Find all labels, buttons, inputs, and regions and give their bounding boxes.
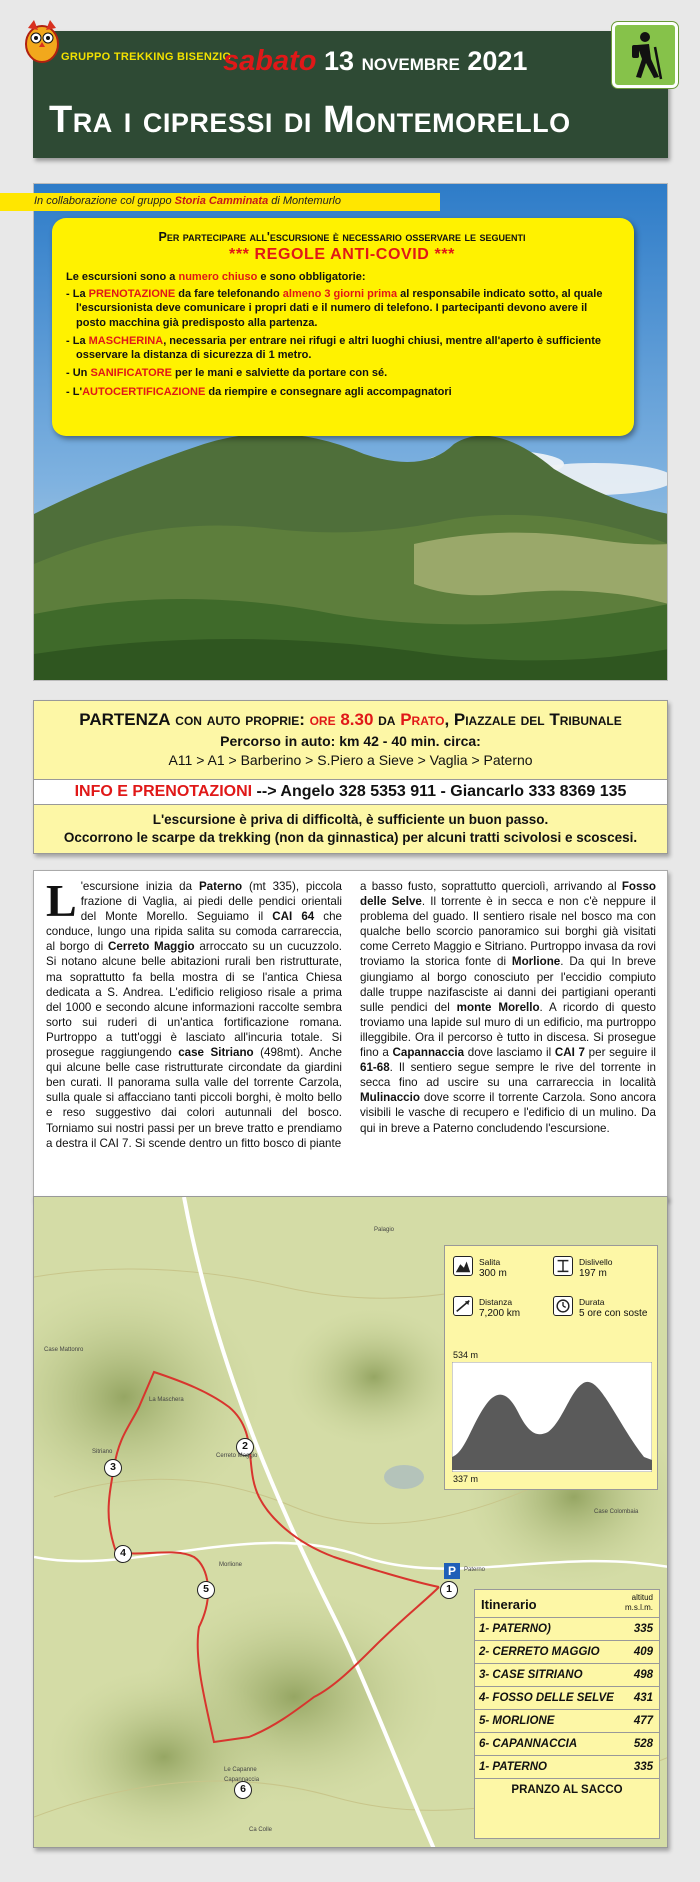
story-highlight: Mulinaccio	[360, 1091, 420, 1105]
rule-keyword: SANIFICATORE	[90, 367, 172, 380]
story-text: arroccato su un cucuzzolo. Si notano alcune belle abitazioni rurali ben ristrutturate, ma soprattutto fa bella mostra di se l'antica Chiesa dedicata a S. Andrea. L'edificio religioso risale a prima del 1000 e secondo alcune informazioni raccolte sembra sorto sui ruderi di un'antica fortificazione romana. Purtroppo a tutt'oggi è lasciato all'incuria totale. Si prosegue raggiungendo	[46, 940, 342, 1060]
altitude-unit: m.s.l.m.	[625, 1603, 653, 1612]
rule-text: - La	[66, 288, 89, 300]
waypoint-6: 6	[234, 1781, 252, 1799]
difficulty-line: L'escursione è priva di difficoltà, è sufficiente un buon passo.	[152, 812, 549, 827]
collab-prefix: In collaborazione col gruppo	[34, 195, 175, 207]
story-text: dove scorre il torrente Carzola. Sono ancora visibili le vasche di recupero e l'edificio di un mulino. Da qui in breve a Paterno concludendo l'escursione.	[360, 1091, 656, 1135]
covid-intro-c: e sono obbligatorie:	[257, 271, 366, 283]
itinerary-row	[475, 1664, 659, 1687]
altitude-header	[625, 1593, 653, 1613]
elevation-profile	[452, 1362, 652, 1472]
covid-rule	[66, 287, 618, 330]
itinerary-row	[475, 1618, 659, 1641]
rule-keyword: AUTOCERTIFICAZIONE	[82, 385, 206, 398]
story-text: dove lasciamo il	[464, 1046, 555, 1060]
drop-cap: L	[46, 875, 77, 926]
departure-label: PARTENZA	[79, 710, 171, 729]
story-text: (mt 335), piccola frazione di Vaglia, ai piedi delle pendici orientali del Monte Morello. Seguiamo il	[80, 880, 343, 924]
distance-label: Distanza	[479, 1297, 513, 1307]
route-stats-box	[444, 1245, 658, 1490]
itinerary-row	[475, 1710, 659, 1733]
story-highlight: CAI 7	[554, 1046, 585, 1060]
place-label: Case Mattonro	[44, 1347, 84, 1353]
rule-keyword: almeno 3 giorni prima	[282, 288, 398, 300]
distance-icon	[453, 1296, 473, 1316]
rule-keyword: MASCHERINA	[88, 334, 164, 347]
itinerary-header	[475, 1590, 659, 1618]
waypoint-3: 3	[104, 1459, 122, 1477]
rule-text: per le mani e salviette da portare con sé.	[171, 367, 388, 380]
story-highlight: Capannaccia	[392, 1046, 465, 1060]
booking-label: INFO E PRENOTAZIONI	[74, 783, 253, 800]
covid-intro	[66, 271, 618, 283]
booking-contacts: --> Angelo 328 5353 911 - Giancarlo 333 8369 135	[252, 783, 627, 800]
owl-logo-icon	[22, 16, 62, 64]
departure-line	[34, 710, 667, 730]
parking-icon: P	[444, 1563, 460, 1579]
place-label: Sitriano	[92, 1449, 113, 1455]
waypoint-5: 5	[197, 1581, 215, 1599]
itinerary-title: Itinerario	[481, 1597, 537, 1612]
departure-time: ore 8.30	[309, 710, 374, 729]
rule-text: al responsabile indicato sotto, al quale l'escursionista deve comunicare i propri dati e il numero di telefono. I partecipanti devono avere il posto macchina già predisposto alla partenza.	[76, 288, 603, 329]
stop-altitude: 477	[633, 1715, 653, 1727]
elevation-label: Dislivello	[579, 1257, 613, 1267]
collab-suffix: di Montemurlo	[268, 195, 341, 207]
distance-value: 7,200 km	[479, 1308, 521, 1319]
place-label: Le Capanne	[224, 1767, 257, 1773]
rule-text: - L'	[66, 385, 83, 398]
itinerary-row	[475, 1687, 659, 1710]
stop-altitude: 335	[633, 1623, 653, 1635]
departure-city: Prato	[400, 710, 445, 729]
story-text: (498mt). Anche qui alcune belle case ristrutturate circondate da giardini ben curati. Il panorama sulla valle del torrente Carzola, sulla quale si affacciano tanti piccoli borghi, è molto bello e reso suggestivo dai colori autunnali del bosco. Torniamo sui nostri passi per un breve tratto e prendiamo a destra il CAI 7. Si scende dentro un fitto bosco di piante	[46, 1046, 343, 1150]
collaboration-banner	[0, 193, 440, 211]
place-label: Ca Colle	[249, 1827, 273, 1833]
profile-min-label: 337 m	[453, 1474, 479, 1484]
story-highlight: monte Morello	[456, 1000, 540, 1014]
description-column-left	[46, 875, 343, 1151]
ascent-value: 300 m	[479, 1268, 507, 1279]
story-highlight: Fosso delle Selve	[360, 880, 656, 909]
elevation-value: 197 m	[579, 1268, 607, 1279]
waypoint-2: 2	[236, 1438, 254, 1456]
car-route: A11 > A1 > Barberino > S.Piero a Sieve > Vaglia > Paterno	[168, 752, 533, 768]
itinerary-row	[475, 1641, 659, 1664]
hike-description	[33, 870, 668, 1200]
place-label: Paterno	[464, 1567, 486, 1573]
waypoint-1: 1	[440, 1581, 458, 1599]
route-map	[33, 1196, 668, 1848]
story-highlight: Cerreto Maggio	[108, 940, 195, 954]
stop-altitude: 431	[633, 1692, 653, 1704]
shoes-line: Occorrono le scarpe da trekking (non da ginnastica) per alcuni tratti scivolosi e scoscesi.	[63, 830, 638, 846]
place-label: Capannaccia	[224, 1777, 260, 1783]
difficulty-note	[34, 811, 667, 847]
stop-altitude: 528	[633, 1738, 653, 1750]
stop-name: 1- PATERNO	[479, 1761, 547, 1773]
stop-name: 2- CERRETO MAGGIO	[479, 1646, 600, 1658]
departure-info-box	[33, 700, 668, 854]
rule-text: , necessaria per entrare nei rifugi e altri luoghi chiusi, mentre all'aperto è sufficiente osservare la distanza di sicurezza di 1 metro.	[76, 334, 602, 362]
covid-rules-box	[52, 218, 634, 436]
car-route-label: Percorso in auto: km 42 - 40 min. circa:	[220, 733, 481, 749]
rule-text: da riempire e consegnare agli accompagnatori	[205, 385, 452, 398]
clock-icon	[553, 1296, 573, 1316]
story-highlight: Paterno	[198, 880, 243, 893]
rule-text: da fare telefonando	[175, 288, 283, 300]
place-label: Palagio	[374, 1227, 395, 1233]
story-text: . Da qui In breve giungiamo al borgo conosciuto per l'eccidio compiuto dalle truppe nazifasciste ai danni dei partigiani operanti sulle pendici del	[360, 955, 656, 1014]
ascent-icon	[453, 1256, 473, 1276]
rule-text: - Un	[66, 367, 91, 380]
rule-text: - La	[66, 334, 89, 347]
altitude-label: altitud	[631, 1593, 653, 1602]
duration-label: Durata	[579, 1297, 605, 1307]
club-name: GRUPPO TREKKING BISENZIO	[61, 51, 232, 63]
event-date	[223, 45, 527, 78]
profile-max-label: 534 m	[453, 1350, 479, 1360]
story-highlight: 61-68	[360, 1061, 390, 1075]
place-label: La Maschera	[149, 1397, 184, 1403]
waypoint-4: 4	[114, 1545, 132, 1563]
page-title: Tra i cipressi di Montemorello	[49, 99, 571, 141]
place-label: Morlione	[219, 1562, 243, 1568]
ascent-label: Salita	[479, 1257, 501, 1267]
stop-name: 6- CAPANNACCIA	[479, 1738, 578, 1750]
departure-from: da	[373, 710, 401, 729]
stop-name: 3- CASE SITRIANO	[479, 1669, 583, 1681]
itinerary-footer: PRANZO AL SACCO	[511, 1784, 623, 1796]
description-column-right	[360, 879, 656, 1136]
story-highlight: case Sitriano	[178, 1046, 254, 1060]
stop-name: 4- FOSSO DELLE SELVE	[479, 1692, 614, 1704]
stop-altitude: 498	[633, 1669, 653, 1681]
story-text: . Il sentiero segue sempre le rive del torrente in secca fino ad uscire su una carrareccia in località	[360, 1061, 656, 1090]
stop-name: 5- MORLIONE	[479, 1715, 555, 1727]
rule-keyword: PRENOTAZIONE	[88, 288, 176, 300]
event-month: novembre	[361, 49, 460, 76]
covid-rule	[66, 385, 618, 399]
hiker-icon	[612, 22, 678, 88]
itinerary-row	[475, 1756, 659, 1779]
page-header	[33, 31, 668, 158]
departure-place: , Piazzale del Tribunale	[444, 710, 622, 729]
story-text: . Il torrente è in secca e non c'è neppure il problema del guado. Il sentiero risale nel bosco ma con qualche bello scorcio panoramico sui borghi già visitati come Cerreto Maggio e Sitriano. Purtroppo invasa da rovi troviamo la storica fonte di	[360, 895, 656, 969]
covid-rules-list	[66, 287, 618, 399]
story-text: 'escursione inizia da	[80, 880, 199, 893]
story-highlight: Morlione	[511, 955, 561, 969]
story-text: per seguire il	[584, 1046, 656, 1060]
booking-band	[34, 779, 667, 805]
story-text: che conduce, lungo una ripida salita su comoda carrareccia, al borgo di	[46, 910, 342, 954]
event-day: sabato	[223, 45, 317, 77]
covid-rule	[66, 334, 618, 363]
covid-heading: Per partecipare all'escursione è necessario osservare le seguenti	[158, 230, 526, 244]
covid-intro-a: Le escursioni sono a	[66, 271, 179, 283]
story-text: . A ricordo di questo troviamo una lapide sul muro di un edificio, ma purtroppo illeggibile. Ora il percorso è tutto in discesa. Si prosegue fino a	[360, 1000, 656, 1060]
collab-group: Storia Camminata	[174, 195, 269, 207]
place-label: Cerreto Maggio	[216, 1453, 258, 1459]
stop-altitude: 409	[633, 1646, 653, 1658]
itinerary-table	[474, 1589, 660, 1839]
covid-title: *** REGOLE ANTI-COVID ***	[229, 246, 455, 263]
event-day-number: 13	[324, 46, 355, 76]
stop-altitude: 335	[633, 1761, 653, 1773]
story-highlight: CAI 64	[272, 910, 315, 924]
elevation-icon	[553, 1256, 573, 1276]
event-year: 2021	[467, 46, 528, 76]
departure-mode: con auto proprie:	[170, 710, 310, 729]
story-text: a basso fusto, soprattutto querciolì, arrivando al	[360, 880, 622, 893]
itinerary-row	[475, 1733, 659, 1756]
covid-rule	[66, 366, 618, 380]
stop-name: 1- PATERNO)	[479, 1623, 551, 1635]
covid-intro-b: numero chiuso	[178, 271, 258, 283]
place-label: Case Colombaia	[594, 1509, 639, 1515]
duration-value: 5 ore con soste	[579, 1308, 648, 1319]
